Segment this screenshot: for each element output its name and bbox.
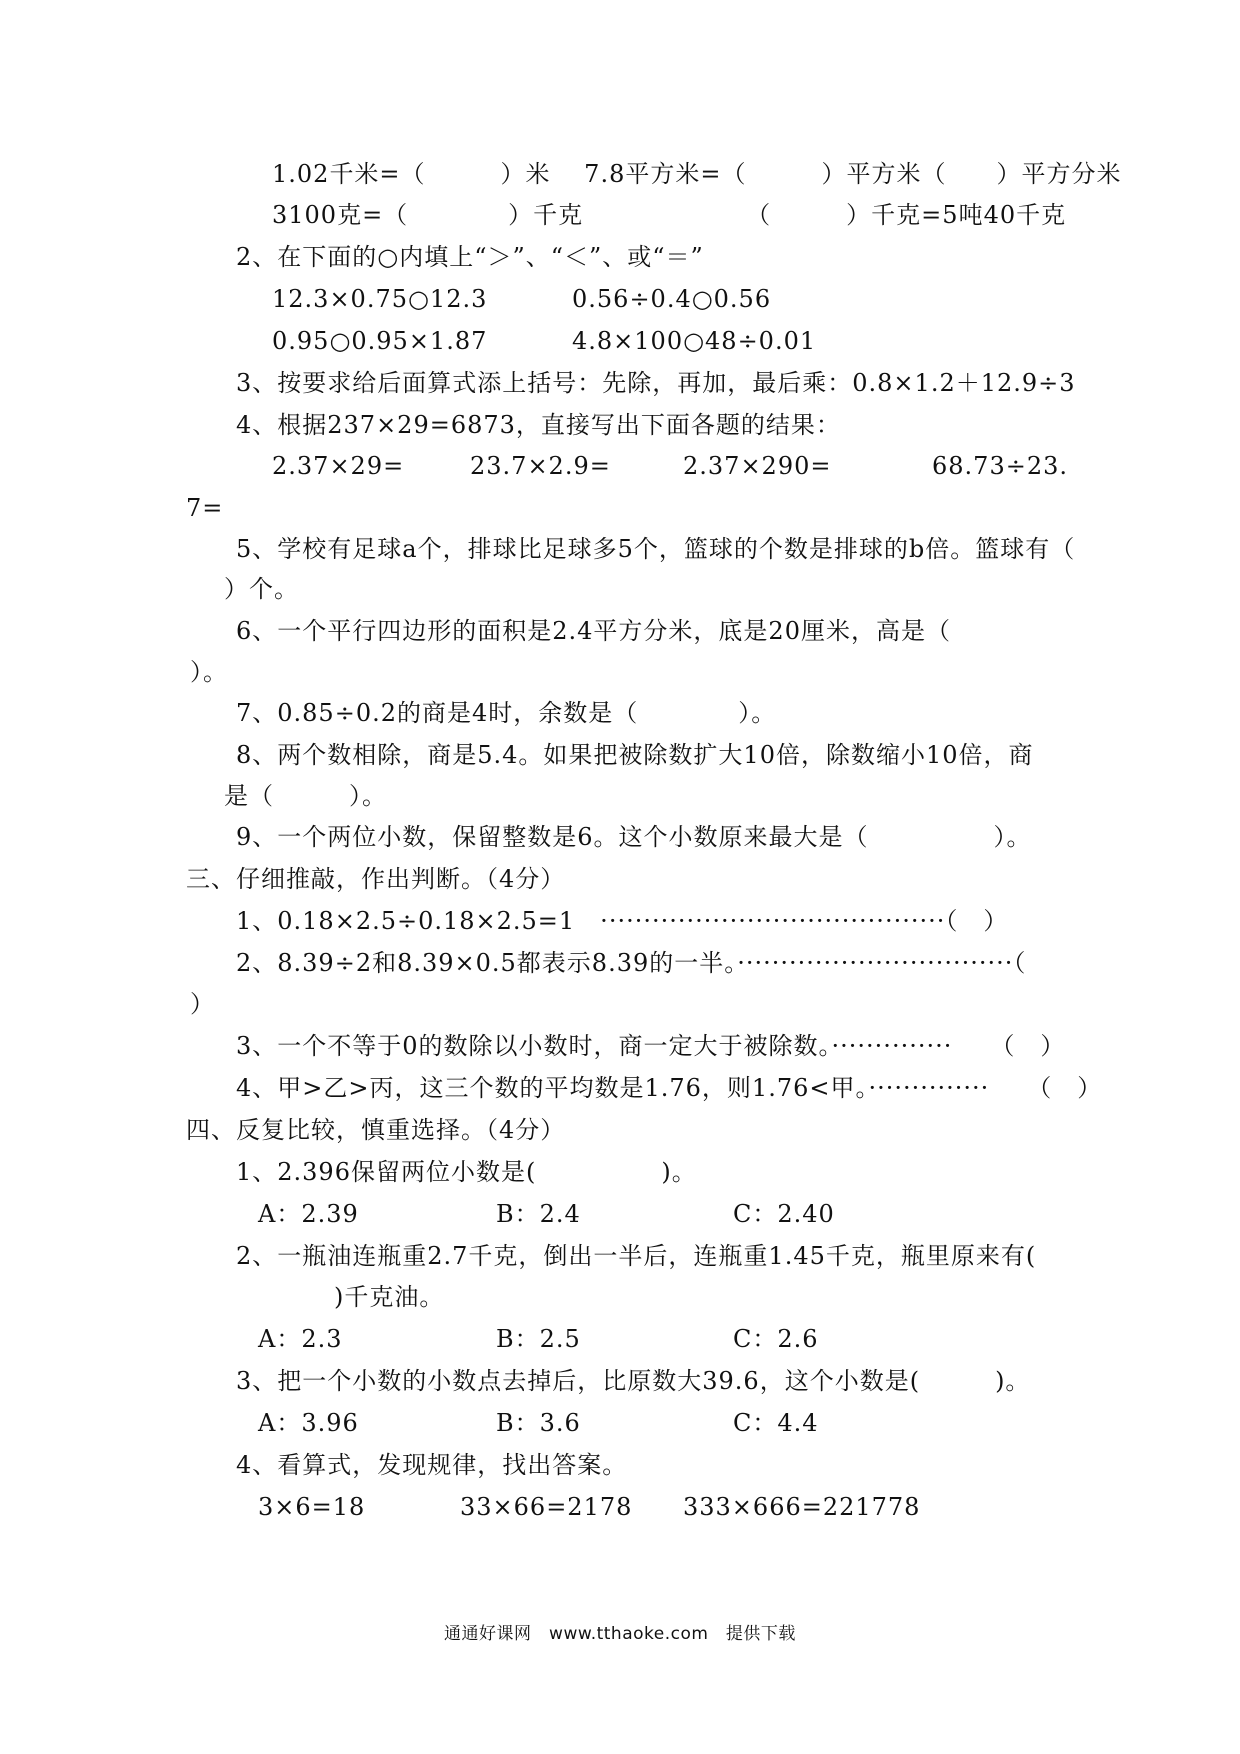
product-item-2: 23.7×2.9= xyxy=(470,452,611,480)
question-9-decimal: 9、一个两位小数，保留整数是6。这个小数原来最大是（ ）。 xyxy=(236,823,1032,851)
choice-3-option-b: B：3.6 xyxy=(496,1409,581,1437)
question-7-remainder: 7、0.85÷0.2的商是4时，余数是（ ）。 xyxy=(236,699,777,727)
question-2-compare: 2、在下面的○内填上“＞”、“＜”、或“＝” xyxy=(236,243,704,271)
choice-question-1: 1、2.396保留两位小数是( )。 xyxy=(236,1158,697,1186)
question-5-balls: 5、学校有足球a个，排球比足球多5个，篮球的个数是排球的b倍。篮球有（ xyxy=(236,535,1076,563)
product-item-1: 2.37×29= xyxy=(272,452,405,480)
choice-question-3: 3、把一个小数的小数点去掉后，比原数大39.6，这个小数是( )。 xyxy=(236,1367,1031,1395)
choice-2-option-c: C：2.6 xyxy=(733,1325,819,1353)
compare-item-4: 4.8×100○48÷0.01 xyxy=(572,327,817,355)
choice-question-2: 2、一瓶油连瓶重2.7千克，倒出一半后，连瓶重1.45千克，瓶里原来有( xyxy=(236,1242,1037,1270)
choice-2-option-b: B：2.5 xyxy=(496,1325,581,1353)
pattern-item-3: 333×666=221778 xyxy=(683,1493,921,1521)
product-item-3: 2.37×290= xyxy=(683,452,832,480)
question-6-wrap: ）。 xyxy=(190,658,228,686)
compare-item-1: 12.3×0.75○12.3 xyxy=(272,285,488,313)
choice-1-option-c: C：2.40 xyxy=(733,1200,835,1228)
question-6-parallelogram: 6、一个平行四边形的面积是2.4平方分米，底是20厘米，高是（ xyxy=(236,617,951,645)
judge-item-3: 3、一个不等于0的数除以小数时，商一定大于被除数。·············· （ ） xyxy=(236,1032,1066,1060)
judge-item-4: 4、甲>乙>丙，这三个数的平均数是1.76，则1.76<甲。·············· （ ） xyxy=(236,1074,1103,1102)
product-item-4-wrap: 7= xyxy=(186,494,224,522)
section-4-heading: 四、反复比较，慎重选择。（4分） xyxy=(186,1116,566,1144)
compare-item-2: 0.56÷0.4○0.56 xyxy=(572,285,772,313)
pattern-item-2: 33×66=2178 xyxy=(460,1493,633,1521)
question-8-wrap: 是（ ）。 xyxy=(224,782,387,810)
judge-item-2-wrap: ） xyxy=(190,990,215,1018)
choice-1-option-b: B：2.4 xyxy=(496,1200,581,1228)
compare-item-3: 0.95○0.95×1.87 xyxy=(272,327,488,355)
conversion-line-1: 1.02千米=（ ）米 7.8平方米=（ ）平方米（ ）平方分米 xyxy=(272,160,1122,188)
judge-item-2: 2、8.39÷2和8.39×0.5都表示8.39的一半。································（ xyxy=(236,949,1027,977)
page-footer: 通通好课网 www.tthaoke.com 提供下载 xyxy=(444,1624,796,1644)
question-4-products: 4、根据237×29=6873，直接写出下面各题的结果： xyxy=(236,411,841,439)
section-3-heading: 三、仔细推敲，作出判断。（4分） xyxy=(186,865,566,893)
choice-1-option-a: A：2.39 xyxy=(258,1200,359,1228)
choice-question-4: 4、看算式，发现规律，找出答案。 xyxy=(236,1451,628,1479)
pattern-item-1: 3×6=18 xyxy=(258,1493,366,1521)
choice-question-2-wrap: )千克油。 xyxy=(334,1283,445,1311)
conversion-line-2: 3100克=（ ）千克 （ ）千克=5吨40千克 xyxy=(272,201,1067,229)
product-item-4: 68.73÷23. xyxy=(932,452,1068,480)
judge-item-1: 1、0.18×2.5÷0.18×2.5=1 ········································（ ） xyxy=(236,907,1009,935)
question-8-quotient: 8、两个数相除，商是5.4。如果把被除数扩大10倍，除数缩小10倍，商 xyxy=(236,741,1034,769)
question-3-brackets: 3、按要求给后面算式添上括号：先除，再加，最后乘：0.8×1.2＋12.9÷3 xyxy=(236,369,1076,397)
question-5-wrap: ）个。 xyxy=(224,575,299,603)
choice-3-option-c: C：4.4 xyxy=(733,1409,819,1437)
choice-2-option-a: A：2.3 xyxy=(258,1325,343,1353)
choice-3-option-a: A：3.96 xyxy=(258,1409,359,1437)
